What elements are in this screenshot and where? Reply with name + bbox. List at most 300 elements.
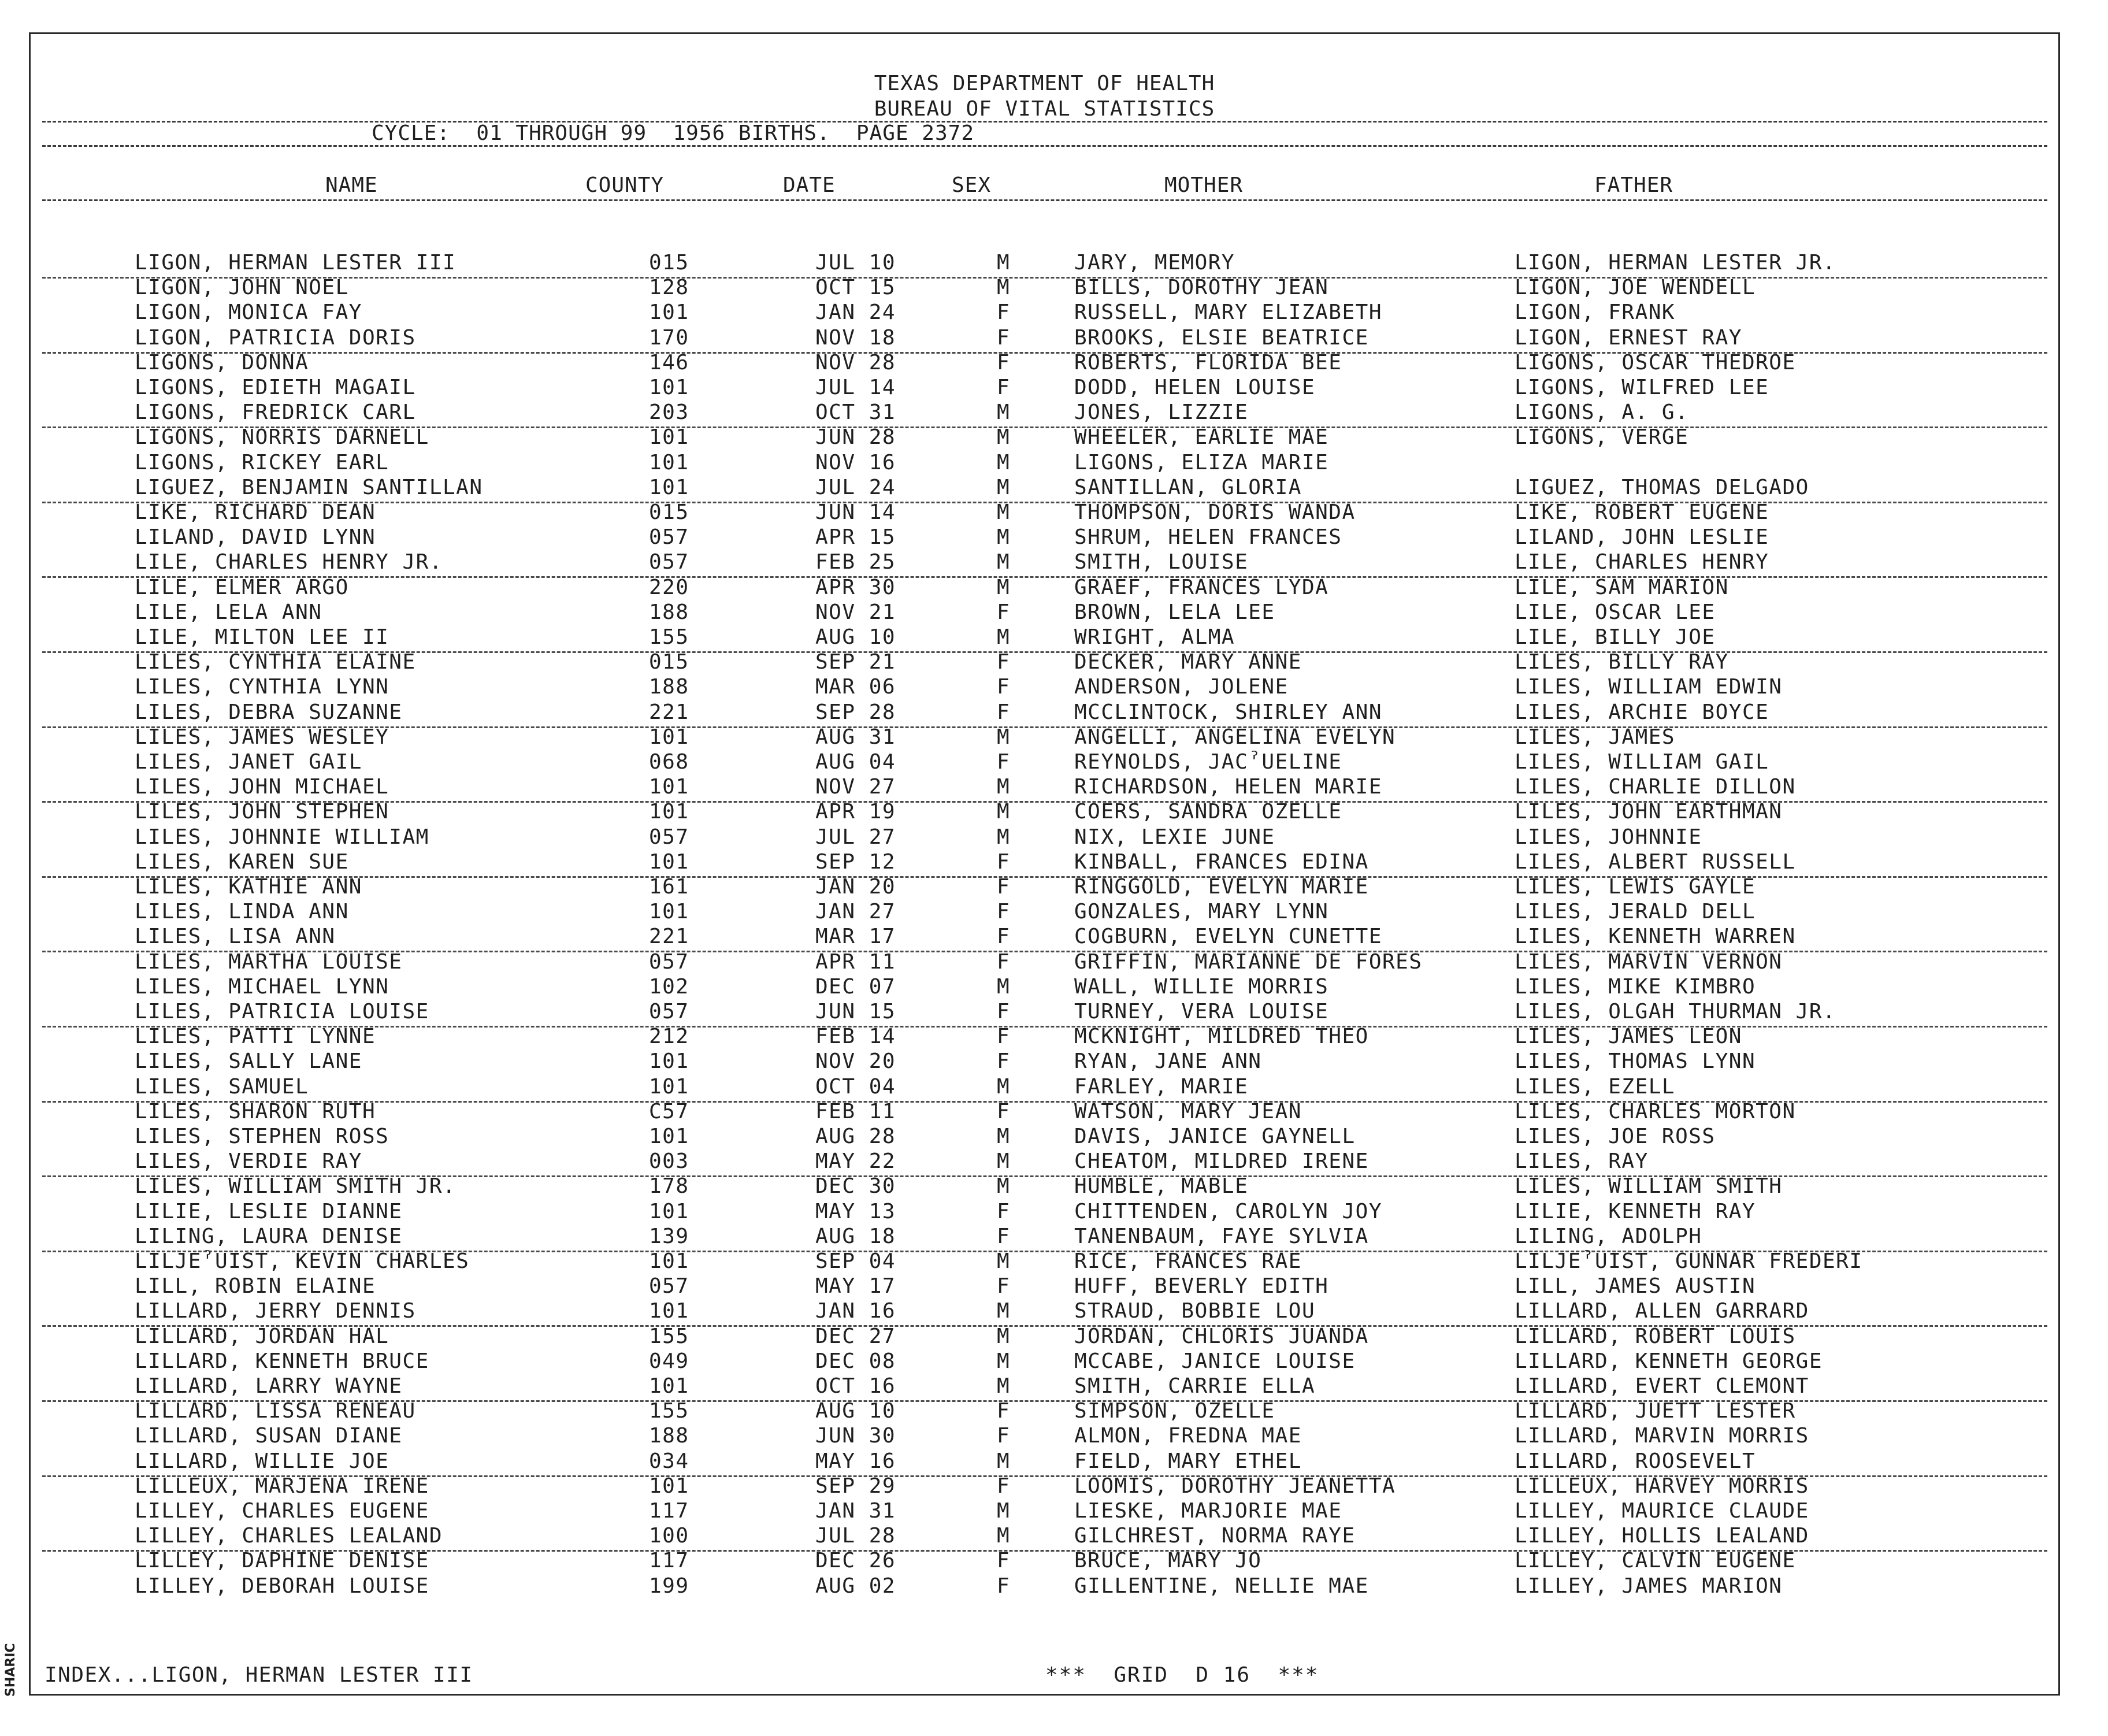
cell-father: LILLEY, CALVIN EUGENE (1515, 1549, 1796, 1573)
column-header-mother: MOTHER (1164, 173, 1244, 197)
cell-name: LIGONS, FREDRICK CARL (135, 400, 416, 425)
cell-county: 102 (649, 974, 689, 999)
cell-sex: F (997, 301, 1011, 325)
table-row (31, 376, 2058, 401)
cell-sex: F (997, 850, 1011, 874)
cell-sex: M (997, 775, 1011, 799)
cell-mother: BRUCE, MARY JO (1074, 1549, 1262, 1573)
cell-father: LIGONS, OSCAR THEDROE (1515, 350, 1796, 374)
cell-mother: SIMPSON, OZELLE (1074, 1399, 1275, 1423)
table-row (31, 1175, 2058, 1200)
cell-father: LIKE, ROBERT EUGENE (1515, 500, 1769, 524)
cell-date: JUL 27 (815, 825, 896, 849)
cell-sex: F (997, 350, 1011, 374)
cell-mother: FARLEY, MARIE (1074, 1074, 1249, 1099)
cell-father: LILES, WILLIAM EDWIN (1515, 675, 1783, 699)
cell-father: LILE, CHARLES HENRY (1515, 550, 1769, 574)
cell-mother: CHEATOM, MILDRED IRENE (1074, 1149, 1369, 1174)
cell-mother: GILLENTINE, NELLIE MAE (1074, 1574, 1369, 1598)
table-row (31, 551, 2058, 576)
cell-name: LIGONS, NORRIS DARNELL (135, 425, 429, 450)
table-row (31, 826, 2058, 851)
cell-mother: RINGGOLD, EVELYN MARIE (1074, 875, 1369, 899)
cell-date: DEC 07 (815, 974, 896, 999)
cell-mother: STRAUD, BOBBIE LOU (1074, 1299, 1316, 1323)
cell-sex: M (997, 974, 1011, 999)
cell-date: DEC 08 (815, 1349, 896, 1373)
cell-mother: FIELD, MARY ETHEL (1074, 1449, 1302, 1473)
cell-father: LILES, JAMES LEON (1515, 1025, 1742, 1049)
cell-county: 101 (649, 376, 689, 399)
cell-county: 178 (649, 1174, 689, 1199)
cell-sex: M (997, 1374, 1011, 1398)
cell-date: APR 11 (815, 949, 896, 974)
cell-mother: ALMON, FREDNA MAE (1074, 1424, 1302, 1448)
cell-sex: M (997, 450, 1011, 474)
cell-county: 100 (649, 1524, 689, 1548)
cell-sex: F (997, 700, 1011, 724)
cell-father: LILES, JERALD DELL (1515, 900, 1756, 924)
cell-sex: M (997, 550, 1011, 574)
cell-name: LILES, JOHN MICHAEL (135, 775, 389, 799)
cycle-info: CYCLE: 01 THROUGH 99 1956 BIRTHS. PAGE 2372 (372, 121, 974, 145)
cell-name: LILJEˀUIST, KEVIN CHARLES (135, 1249, 470, 1273)
table-row (31, 1400, 2058, 1425)
cell-date: NOV 20 (815, 1049, 896, 1074)
cell-name: LILL, ROBIN ELAINE (135, 1274, 376, 1299)
table-row (31, 401, 2058, 426)
cell-sex: M (997, 1074, 1011, 1099)
cell-name: LILLEY, DAPHINE DENISE (135, 1549, 429, 1573)
cell-name: LILES, SAMUEL (135, 1074, 309, 1099)
cell-mother: JARY, MEMORY (1074, 251, 1235, 275)
cell-sex: M (997, 1449, 1011, 1473)
table-row (31, 576, 2058, 601)
cell-mother: DODD, HELEN LOUISE (1074, 376, 1316, 399)
cell-county: 199 (649, 1574, 689, 1598)
cell-county: 146 (649, 350, 689, 374)
cell-date: OCT 04 (815, 1074, 896, 1099)
cell-name: LILLARD, WILLIE JOE (135, 1449, 389, 1473)
table-row (31, 1275, 2058, 1300)
table-row (31, 701, 2058, 726)
table-row (31, 1425, 2058, 1449)
cell-date: FEB 25 (815, 550, 896, 574)
cell-father: LILAND, JOHN LESLIE (1515, 525, 1769, 550)
cell-mother: SMITH, CARRIE ELLA (1074, 1374, 1316, 1398)
column-header-rule (42, 199, 2047, 201)
cell-county: 057 (649, 949, 689, 974)
cell-mother: CHITTENDEN, CAROLYN JOY (1074, 1199, 1382, 1223)
cell-date: DEC 26 (815, 1549, 896, 1573)
cell-name: LILES, CYNTHIA ELAINE (135, 650, 416, 674)
cell-sex: F (997, 675, 1011, 699)
cell-date: SEP 28 (815, 700, 896, 724)
table-row (31, 1475, 2058, 1500)
cell-father: LILES, THOMAS LYNN (1515, 1049, 1756, 1074)
cell-date: JUL 24 (815, 475, 896, 499)
cycle-rule (42, 145, 2047, 147)
table-row (31, 1025, 2058, 1050)
cell-father: LILES, CHARLIE DILLON (1515, 775, 1796, 799)
cell-father: LILES, WILLIAM SMITH (1515, 1174, 1783, 1199)
cell-name: LILES, KATHIE ANN (135, 875, 362, 899)
cell-mother: HUMBLE, MABLE (1074, 1174, 1249, 1199)
cell-father: LILES, RAY (1515, 1149, 1649, 1174)
cell-father: LILE, SAM MARION (1515, 575, 1729, 599)
cell-mother: GRAEF, FRANCES LYDA (1074, 575, 1329, 599)
cell-county: 057 (649, 1000, 689, 1023)
cell-county: 057 (649, 1274, 689, 1299)
document-frame (29, 32, 2060, 1696)
cell-father: LIGONS, WILFRED LEE (1515, 376, 1769, 399)
cell-date: APR 19 (815, 800, 896, 824)
cell-date: NOV 27 (815, 775, 896, 799)
cell-date: DEC 30 (815, 1174, 896, 1199)
cell-date: OCT 16 (815, 1374, 896, 1398)
cell-date: JUN 15 (815, 1000, 896, 1023)
cell-date: JAN 16 (815, 1299, 896, 1323)
cell-mother: GILCHREST, NORMA RAYE (1074, 1524, 1356, 1548)
cell-county: 117 (649, 1499, 689, 1523)
table-row (31, 751, 2058, 776)
table-row (31, 1524, 2058, 1549)
cell-date: FEB 14 (815, 1025, 896, 1049)
cell-mother: SANTILLAN, GLORIA (1074, 475, 1302, 499)
cell-mother: WALL, WILLIE MORRIS (1074, 974, 1329, 999)
cell-sex: F (997, 1549, 1011, 1573)
cell-sex: M (997, 1249, 1011, 1273)
cell-name: LILLEY, CHARLES LEALAND (135, 1524, 443, 1548)
cell-county: 221 (649, 925, 689, 949)
cell-date: SEP 12 (815, 850, 896, 874)
cell-county: 101 (649, 775, 689, 799)
cell-sex: F (997, 376, 1011, 399)
cell-county: 101 (649, 725, 689, 749)
cell-county: 101 (649, 301, 689, 325)
cell-date: NOV 28 (815, 350, 896, 374)
cell-county: 212 (649, 1025, 689, 1049)
cell-mother: WRIGHT, ALMA (1074, 625, 1235, 649)
cell-date: AUG 10 (815, 1399, 896, 1423)
cell-date: OCT 31 (815, 400, 896, 425)
cell-father: LILJEˀUIST, GUNNAR FREDERI (1515, 1249, 1863, 1273)
cell-county: 203 (649, 400, 689, 425)
cell-father: LILLARD, KENNETH GEORGE (1515, 1349, 1823, 1373)
cell-name: LILES, JANET GAIL (135, 750, 362, 774)
cell-county: 057 (649, 550, 689, 574)
cell-father: LILE, BILLY JOE (1515, 625, 1716, 649)
table-row (31, 1375, 2058, 1400)
cell-mother: JONES, LIZZIE (1074, 400, 1249, 425)
cell-sex: F (997, 875, 1011, 899)
cell-name: LILES, WILLIAM SMITH JR. (135, 1174, 457, 1199)
cell-name: LILES, MARTHA LOUISE (135, 949, 403, 974)
cell-sex: M (997, 825, 1011, 849)
cell-county: 101 (649, 1049, 689, 1074)
cell-county: 015 (649, 650, 689, 674)
table-row (31, 1150, 2058, 1175)
cell-name: LIGON, JOHN NOEL (135, 276, 349, 300)
cell-mother: LIESKE, MARJORIE MAE (1074, 1499, 1342, 1523)
cell-name: LIGUEZ, BENJAMIN SANTILLAN (135, 475, 483, 499)
cell-county: 101 (649, 1249, 689, 1273)
cell-sex: F (997, 1025, 1011, 1049)
cell-sex: F (997, 1274, 1011, 1299)
cell-date: JUL 28 (815, 1524, 896, 1548)
cell-mother: TANENBAUM, FAYE SYLVIA (1074, 1224, 1369, 1248)
cell-name: LILES, DEBRA SUZANNE (135, 700, 403, 724)
cell-father: LILES, MIKE KIMBRO (1515, 974, 1756, 999)
cell-father: LILLARD, ROOSEVELT (1515, 1449, 1756, 1473)
column-header-sex: SEX (952, 173, 992, 197)
cell-sex: M (997, 425, 1011, 450)
table-row (31, 925, 2058, 950)
table-row (31, 1075, 2058, 1100)
cell-county: 188 (649, 600, 689, 624)
table-row (31, 676, 2058, 700)
table-row (31, 800, 2058, 825)
cell-mother: BILLS, DOROTHY JEAN (1074, 276, 1329, 300)
table-row (31, 876, 2058, 900)
cell-name: LILES, VERDIE RAY (135, 1149, 362, 1174)
cell-mother: ANDERSON, JOLENE (1074, 675, 1289, 699)
cell-date: APR 15 (815, 525, 896, 550)
table-row (31, 951, 2058, 975)
cell-father: LILLEY, MAURICE CLAUDE (1515, 1499, 1809, 1523)
cell-date: NOV 21 (815, 600, 896, 624)
cell-name: LILLEY, CHARLES EUGENE (135, 1499, 429, 1523)
cell-name: LILES, MICHAEL LYNN (135, 974, 389, 999)
cell-sex: F (997, 1049, 1011, 1074)
cell-mother: REYNOLDS, JACˀUELINE (1074, 750, 1342, 774)
table-row (31, 601, 2058, 626)
cell-name: LILE, MILTON LEE II (135, 625, 389, 649)
table-row (31, 301, 2058, 326)
table-row (31, 1225, 2058, 1250)
cell-sex: M (997, 625, 1011, 649)
cell-name: LILLARD, LARRY WAYNE (135, 1374, 403, 1398)
cell-father: LIGUEZ, THOMAS DELGADO (1515, 475, 1809, 499)
cell-sex: F (997, 1474, 1011, 1498)
cell-sex: F (997, 1424, 1011, 1448)
cell-date: JUN 30 (815, 1424, 896, 1448)
table-row (31, 1125, 2058, 1150)
cell-date: APR 30 (815, 575, 896, 599)
table-row (31, 651, 2058, 676)
cell-mother: TURNEY, VERA LOUISE (1074, 1000, 1329, 1023)
cell-name: LILLARD, KENNETH BRUCE (135, 1349, 429, 1373)
table-row (31, 426, 2058, 451)
cell-name: LIGONS, RICKEY EARL (135, 450, 389, 474)
cell-date: OCT 15 (815, 276, 896, 300)
cell-father: LIGONS, VERGE (1515, 425, 1689, 450)
cell-sex: M (997, 1499, 1011, 1523)
cell-mother: RUSSELL, MARY ELIZABETH (1074, 301, 1382, 325)
cell-father: LILLARD, JUETT LESTER (1515, 1399, 1796, 1423)
cell-father: LILING, ADOLPH (1515, 1224, 1702, 1248)
cell-name: LILLEUX, MARJENA IRENE (135, 1474, 429, 1498)
cell-sex: M (997, 525, 1011, 550)
cell-date: MAY 17 (815, 1274, 896, 1299)
cell-county: 101 (649, 1299, 689, 1323)
cell-sex: F (997, 325, 1011, 350)
cell-county: 220 (649, 575, 689, 599)
cell-mother: RICE, FRANCES RAE (1074, 1249, 1302, 1273)
table-row (31, 1200, 2058, 1225)
cell-sex: F (997, 900, 1011, 924)
cell-date: SEP 29 (815, 1474, 896, 1498)
cell-sex: M (997, 1174, 1011, 1199)
cell-county: 128 (649, 276, 689, 300)
cell-date: JUL 14 (815, 376, 896, 399)
cell-county: 188 (649, 675, 689, 699)
cell-county: 170 (649, 325, 689, 350)
cell-date: JUN 28 (815, 425, 896, 450)
cell-county: 003 (649, 1149, 689, 1174)
table-row (31, 1050, 2058, 1075)
cell-date: FEB 11 (815, 1099, 896, 1123)
table-row (31, 276, 2058, 301)
cell-date: AUG 10 (815, 625, 896, 649)
column-header-date: DATE (783, 173, 836, 197)
cell-father: LILLEY, JAMES MARION (1515, 1574, 1783, 1598)
cell-father: LILES, JOHNNIE (1515, 825, 1702, 849)
table-row (31, 626, 2058, 651)
cell-mother: RYAN, JANE ANN (1074, 1049, 1262, 1074)
cell-county: 101 (649, 1474, 689, 1498)
cell-county: 155 (649, 1324, 689, 1348)
cell-county: 057 (649, 525, 689, 550)
cell-mother: KINBALL, FRANCES EDINA (1074, 850, 1369, 874)
cell-name: LILLARD, LISSA RENEAU (135, 1399, 416, 1423)
cell-father: LILES, WILLIAM GAIL (1515, 750, 1769, 774)
department-title: TEXAS DEPARTMENT OF HEALTH (874, 72, 1215, 95)
cell-county: 101 (649, 425, 689, 450)
cell-name: LIGONS, EDIETH MAGAIL (135, 376, 416, 399)
cell-date: MAY 16 (815, 1449, 896, 1473)
cell-county: 057 (649, 825, 689, 849)
cell-county: 101 (649, 475, 689, 499)
table-row (31, 900, 2058, 925)
cell-mother: MCCLINTOCK, SHIRLEY ANN (1074, 700, 1382, 724)
cell-sex: F (997, 600, 1011, 624)
cell-father: LIGON, FRANK (1515, 301, 1676, 325)
cell-sex: F (997, 1199, 1011, 1223)
cell-mother: SHRUM, HELEN FRANCES (1074, 525, 1342, 550)
cell-sex: F (997, 1574, 1011, 1598)
cell-county: 015 (649, 251, 689, 275)
cell-mother: SMITH, LOUISE (1074, 550, 1249, 574)
cell-county: 117 (649, 1549, 689, 1573)
cell-date: NOV 16 (815, 450, 896, 474)
cell-county: 155 (649, 625, 689, 649)
cell-county: 221 (649, 700, 689, 724)
cell-name: LIGONS, DONNA (135, 350, 309, 374)
bureau-title: BUREAU OF VITAL STATISTICS (874, 97, 1215, 121)
cell-name: LILLARD, JERRY DENNIS (135, 1299, 416, 1323)
table-row (31, 1300, 2058, 1325)
cell-name: LILES, LINDA ANN (135, 900, 349, 924)
cell-mother: ROBERTS, FLORIDA BEE (1074, 350, 1342, 374)
cell-mother: JORDAN, CHLORIS JUANDA (1074, 1324, 1369, 1348)
table-row (31, 1450, 2058, 1475)
cell-county: 015 (649, 500, 689, 524)
cell-father: LILLARD, MARVIN MORRIS (1515, 1424, 1809, 1448)
table-row (31, 776, 2058, 800)
cell-father: LILLARD, ROBERT LOUIS (1515, 1324, 1796, 1348)
cell-father: LILIE, KENNETH RAY (1515, 1199, 1756, 1223)
cell-mother: LOOMIS, DOROTHY JEANETTA (1074, 1474, 1396, 1498)
cell-date: NOV 18 (815, 325, 896, 350)
cell-father: LILL, JAMES AUSTIN (1515, 1274, 1756, 1299)
cell-name: LILES, JAMES WESLEY (135, 725, 389, 749)
cell-sex: M (997, 800, 1011, 824)
cell-date: MAR 06 (815, 675, 896, 699)
column-header-county: COUNTY (585, 173, 665, 197)
cell-county: 101 (649, 1074, 689, 1099)
table-row (31, 1325, 2058, 1350)
header-rule (42, 121, 2047, 123)
cell-mother: MCCABE, JANICE LOUISE (1074, 1349, 1356, 1373)
table-row (31, 1100, 2058, 1125)
cell-sex: F (997, 1099, 1011, 1123)
cell-county: 101 (649, 850, 689, 874)
cell-sex: M (997, 251, 1011, 275)
cell-father: LIGON, ERNEST RAY (1515, 325, 1742, 350)
cell-county: 155 (649, 1399, 689, 1423)
cell-sex: M (997, 1299, 1011, 1323)
table-row (31, 975, 2058, 1000)
cell-sex: M (997, 1125, 1011, 1148)
table-row (31, 1500, 2058, 1524)
cell-date: AUG 28 (815, 1125, 896, 1148)
column-header-father: FATHER (1594, 173, 1673, 197)
cell-sex: M (997, 1349, 1011, 1373)
cell-name: LIKE, RICHARD DEAN (135, 500, 376, 524)
cell-date: AUG 18 (815, 1224, 896, 1248)
cell-father: LIGON, JOE WENDELL (1515, 276, 1756, 300)
cell-county: 101 (649, 1199, 689, 1223)
cell-name: LILES, STEPHEN ROSS (135, 1125, 389, 1148)
cell-father: LIGON, HERMAN LESTER JR. (1515, 251, 1836, 275)
cell-county: 161 (649, 875, 689, 899)
cell-county: 101 (649, 450, 689, 474)
cell-date: MAR 17 (815, 925, 896, 949)
cell-county: 034 (649, 1449, 689, 1473)
cell-mother: WHEELER, EARLIE MAE (1074, 425, 1329, 450)
cell-mother: COERS, SANDRA OZELLE (1074, 800, 1342, 824)
cell-sex: F (997, 949, 1011, 974)
cell-name: LILING, LAURA DENISE (135, 1224, 403, 1248)
cell-date: SEP 21 (815, 650, 896, 674)
cell-sex: M (997, 1149, 1011, 1174)
cell-name: LILE, ELMER ARGO (135, 575, 349, 599)
cell-date: JAN 31 (815, 1499, 896, 1523)
cell-name: LILLARD, SUSAN DIANE (135, 1424, 403, 1448)
cell-county: C57 (649, 1099, 689, 1123)
cell-father: LILES, JOHN EARTHMAN (1515, 800, 1783, 824)
cell-sex: M (997, 500, 1011, 524)
cell-mother: ANGELLI, ANGELINA EVELYN (1074, 725, 1396, 749)
cell-father: LILES, CHARLES MORTON (1515, 1099, 1796, 1123)
cell-mother: MCKNIGHT, MILDRED THEO (1074, 1025, 1369, 1049)
cell-sex: F (997, 1224, 1011, 1248)
cell-father: LILLARD, EVERT CLEMONT (1515, 1374, 1809, 1398)
cell-name: LILES, JOHN STEPHEN (135, 800, 389, 824)
cell-father: LILES, KENNETH WARREN (1515, 925, 1796, 949)
cell-name: LILES, SHARON RUTH (135, 1099, 376, 1123)
